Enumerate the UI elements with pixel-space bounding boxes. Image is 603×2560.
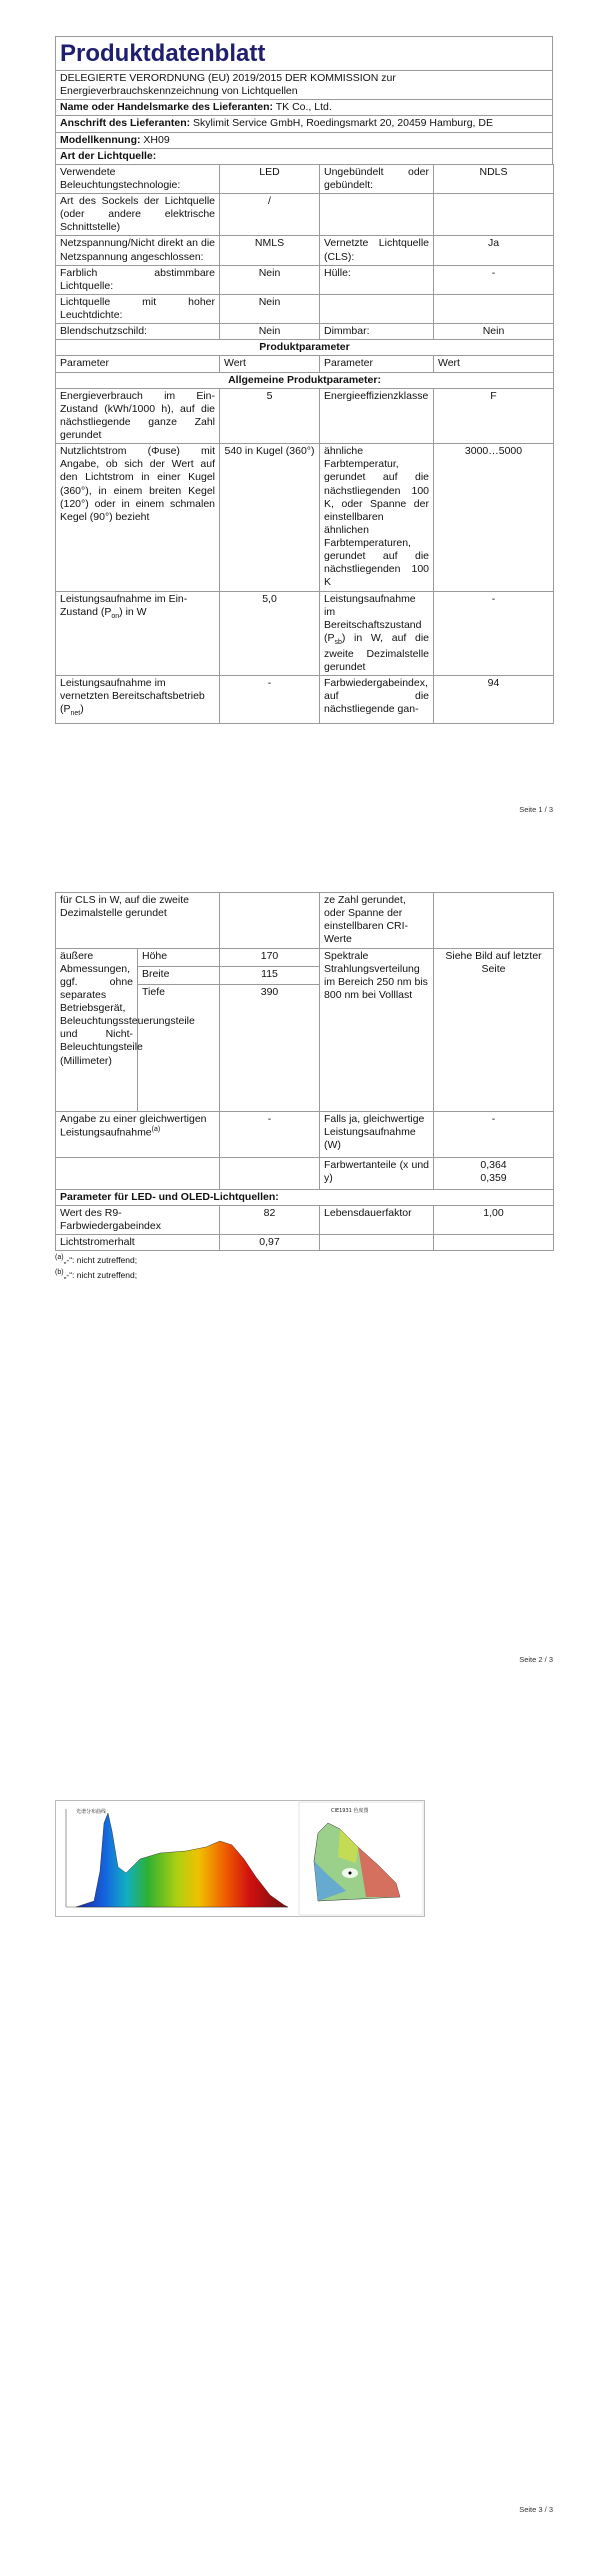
led-params-heading: Parameter für LED- und OLED-Lichtquellen: [56, 1189, 554, 1205]
empty-cell [56, 1157, 220, 1189]
supplier-row [56, 100, 553, 116]
light-source-label2: Ungebündelt oder gebündelt: [320, 164, 434, 193]
header-table [55, 36, 553, 165]
r9-label: Wert des R9-Farbwiedergabeindex [56, 1205, 220, 1234]
model-row [56, 132, 553, 148]
spectral-label: Spektrale Strahlungsverteilung im Bereich 250 nm bis 800 nm bei Volllast [320, 948, 434, 1111]
light-source-value: Nein [220, 294, 320, 323]
equivalent-power2-label: Falls ja, gleichwertige Leistungsaufnahme (W) [320, 1111, 434, 1157]
light-source-label: Lichtquelle mit hoher Leuchtdichte: [56, 294, 220, 323]
energy-class-label: Energieeffizienzklasse [320, 388, 434, 444]
cri-value: 94 [434, 675, 554, 723]
light-source-value2 [434, 294, 554, 323]
page-number-1: Seite 1 / 3 [519, 805, 553, 814]
networked-standby-label-cont: für CLS in W, auf die zweite Dezimalstelle gerundet [56, 893, 220, 949]
light-source-label2 [320, 294, 434, 323]
light-source-label: Verwendete Beleuchtungstechnologie: [56, 164, 220, 193]
header-parameter-2: Parameter [320, 356, 434, 372]
document-title: Produktdatenblatt [56, 37, 553, 71]
color-temperature-label: ähnliche Farbtemperatur, gerundet auf die nächstliegenden 100 K, oder Spanne der einstellbaren ähnlichen Farbtemperaturen, gerundet auf die nächstliegenden 100 K [320, 444, 434, 591]
footnote-mark-a: (a) [151, 1125, 161, 1133]
light-source-label: Art des Sockels der Lichtquelle (oder andere elektrische Schnittstelle) [56, 194, 220, 236]
empty-cell [434, 1234, 554, 1250]
energy-consumption-label: Energieverbrauch im Ein-Zustand (kWh/1000 h), auf die nächstliegende ganze Zahl gerundet [56, 388, 220, 444]
header-value-1: Wert [220, 356, 320, 372]
light-source-label: Blendschutzschild: [56, 324, 220, 340]
light-source-label2: Vernetzte Lichtquelle (CLS): [320, 236, 434, 265]
cri-label: Farbwiedergabeindex, auf die nächstliegende gan- [320, 675, 434, 723]
product-params-heading: Produktparameter [56, 340, 554, 356]
dim-value-width: 115 [220, 966, 320, 984]
supplier-label: Name oder Handelsmarke des Lieferanten: [60, 101, 273, 114]
light-source-row [56, 265, 554, 294]
energy-consumption-value: 5 [220, 388, 320, 444]
empty-cell [220, 1157, 320, 1189]
page-number-2: Seite 2 / 3 [519, 1655, 553, 1664]
light-source-label2 [320, 194, 434, 236]
light-source-label: Farblich abstimmbare Lichtquelle: [56, 265, 220, 294]
light-source-type-heading: Art der Lichtquelle: [56, 148, 553, 164]
light-source-value: / [220, 194, 320, 236]
lumen-maintenance-value: 0,97 [220, 1234, 320, 1250]
chromaticity-point [349, 1872, 352, 1875]
page-number-3: Seite 3 / 3 [519, 2505, 553, 2514]
chromaticity-label: Farbwertanteile (x und y) [320, 1157, 434, 1189]
model-value: XH09 [143, 133, 170, 146]
header-parameter-1: Parameter [56, 356, 220, 372]
light-source-value2: Nein [434, 324, 554, 340]
light-source-value2 [434, 194, 554, 236]
light-source-label2: Hülle: [320, 265, 434, 294]
dimensions-label: äußere Abmessungen, ggf. ohne separates Betriebsgerät, Beleuchtungssteuerungsteile und Nicht-Beleuchtungsteile (Millimeter) [56, 948, 138, 1111]
r9-value: 82 [220, 1205, 320, 1234]
continuation-table [55, 892, 554, 1251]
survival-factor-label: Lebensdauerfaktor [320, 1205, 434, 1234]
dim-name-depth: Tiefe [138, 985, 220, 1111]
chromaticity-value [434, 1157, 554, 1189]
networked-standby-value: - [220, 675, 320, 723]
on-mode-power-label: Leistungsaufnahme im Ein-Zustand $(P_{on})$ in W [56, 591, 220, 675]
spectrum-figure [55, 1800, 425, 1917]
address-value: Skylimit Service GmbH, Roedingsmarkt 20, 20459 Hamburg, DE [193, 117, 493, 130]
energy-class-value: F [434, 388, 554, 444]
light-source-label2: Dimmbar: [320, 324, 434, 340]
light-source-value2: - [434, 265, 554, 294]
standby-power-label: Leistungsaufnahme im Bereitschaftszustand $(P_{sb})$ in W, auf die zweite Dezimalstelle gerundet [320, 591, 434, 675]
lumen-maintenance-label: Lichtstromerhalt [56, 1234, 220, 1250]
spectrum-title: 光谱分布曲线 [76, 1809, 107, 1815]
light-source-row [56, 194, 554, 236]
light-source-value: Nein [220, 265, 320, 294]
spectral-value: Siehe Bild auf letzter Seite [434, 948, 554, 1111]
general-params-heading: Allgemeine Produktparameter: [56, 372, 554, 388]
page-1 [55, 36, 553, 724]
chromaticity-x: 0,364 [480, 1158, 507, 1171]
on-mode-power-value: 5,0 [220, 591, 320, 675]
spectrum-images [56, 1801, 424, 1916]
luminous-flux-label: Nutzlichtstrom (Φuse) mit Angabe, ob sich der Wert auf den Lichtstrom in einer Kugel (360°), in einem breiten Kegel (120°) oder in einem schmalen Kegel (90°) bezieht [56, 444, 220, 591]
equivalent-power-label: Angabe zu einer gleichwertigen Leistungsaufnahme$^{(a)}$ [56, 1111, 220, 1157]
footnote-b: $^{(b)}$„-“: nicht zutreffend; [55, 1268, 138, 1280]
page-2 [55, 892, 553, 1281]
model-label: Modellkennung: [60, 133, 141, 146]
regulation-text: DELEGIERTE VERORDNUNG (EU) 2019/2015 DER KOMMISSION zur Energieverbrauchskennzeichnung von Lichtquellen [56, 71, 553, 100]
color-temperature-value: 3000…5000 [434, 444, 554, 591]
address-row [56, 116, 553, 132]
empty-cell [220, 893, 320, 949]
supplier-value: TK Co., Ltd. [275, 101, 332, 114]
light-source-value: NMLS [220, 236, 320, 265]
header-value-2: Wert [434, 356, 554, 372]
light-source-row [56, 324, 554, 340]
empty-cell [434, 893, 554, 949]
light-source-row [56, 294, 554, 323]
light-source-row [56, 164, 554, 193]
cri-label-cont: ze Zahl gerundet, oder Spanne der einstellbaren CRI-Werte [320, 893, 434, 949]
dim-value-height: 170 [220, 948, 320, 966]
product-params-table [55, 339, 554, 724]
light-source-label: Netzspannung/Nicht direkt an die Netzspannung angeschlossen: [56, 236, 220, 265]
dim-name-width: Breite [138, 966, 220, 984]
equivalent-power-value: - [220, 1111, 320, 1157]
light-source-value: LED [220, 164, 320, 193]
light-source-value2: NDLS [434, 164, 554, 193]
light-source-row [56, 236, 554, 265]
light-source-value2: Ja [434, 236, 554, 265]
equivalent-power2-value: - [434, 1111, 554, 1157]
address-label: Anschrift des Lieferanten: [60, 117, 191, 130]
dim-value-depth: 390 [220, 985, 320, 1111]
survival-factor-value: 1,00 [434, 1205, 554, 1234]
standby-power-value: - [434, 591, 554, 675]
luminous-flux-value: 540 in Kugel (360°) [220, 444, 320, 591]
chromaticity-y: 0,359 [480, 1171, 507, 1184]
cie-title: CIE1931 色度图 [331, 1808, 369, 1814]
light-source-value: Nein [220, 324, 320, 340]
dim-name-height: Höhe [138, 948, 220, 966]
light-source-table [55, 164, 554, 341]
networked-standby-label: Leistungsaufnahme im vernetzten Bereitschaftsbetrieb $(P_{net})$ [56, 675, 220, 723]
empty-cell [320, 1234, 434, 1250]
footnote-a: $^{(a)}$„-“: nicht zutreffend; [55, 1254, 138, 1265]
